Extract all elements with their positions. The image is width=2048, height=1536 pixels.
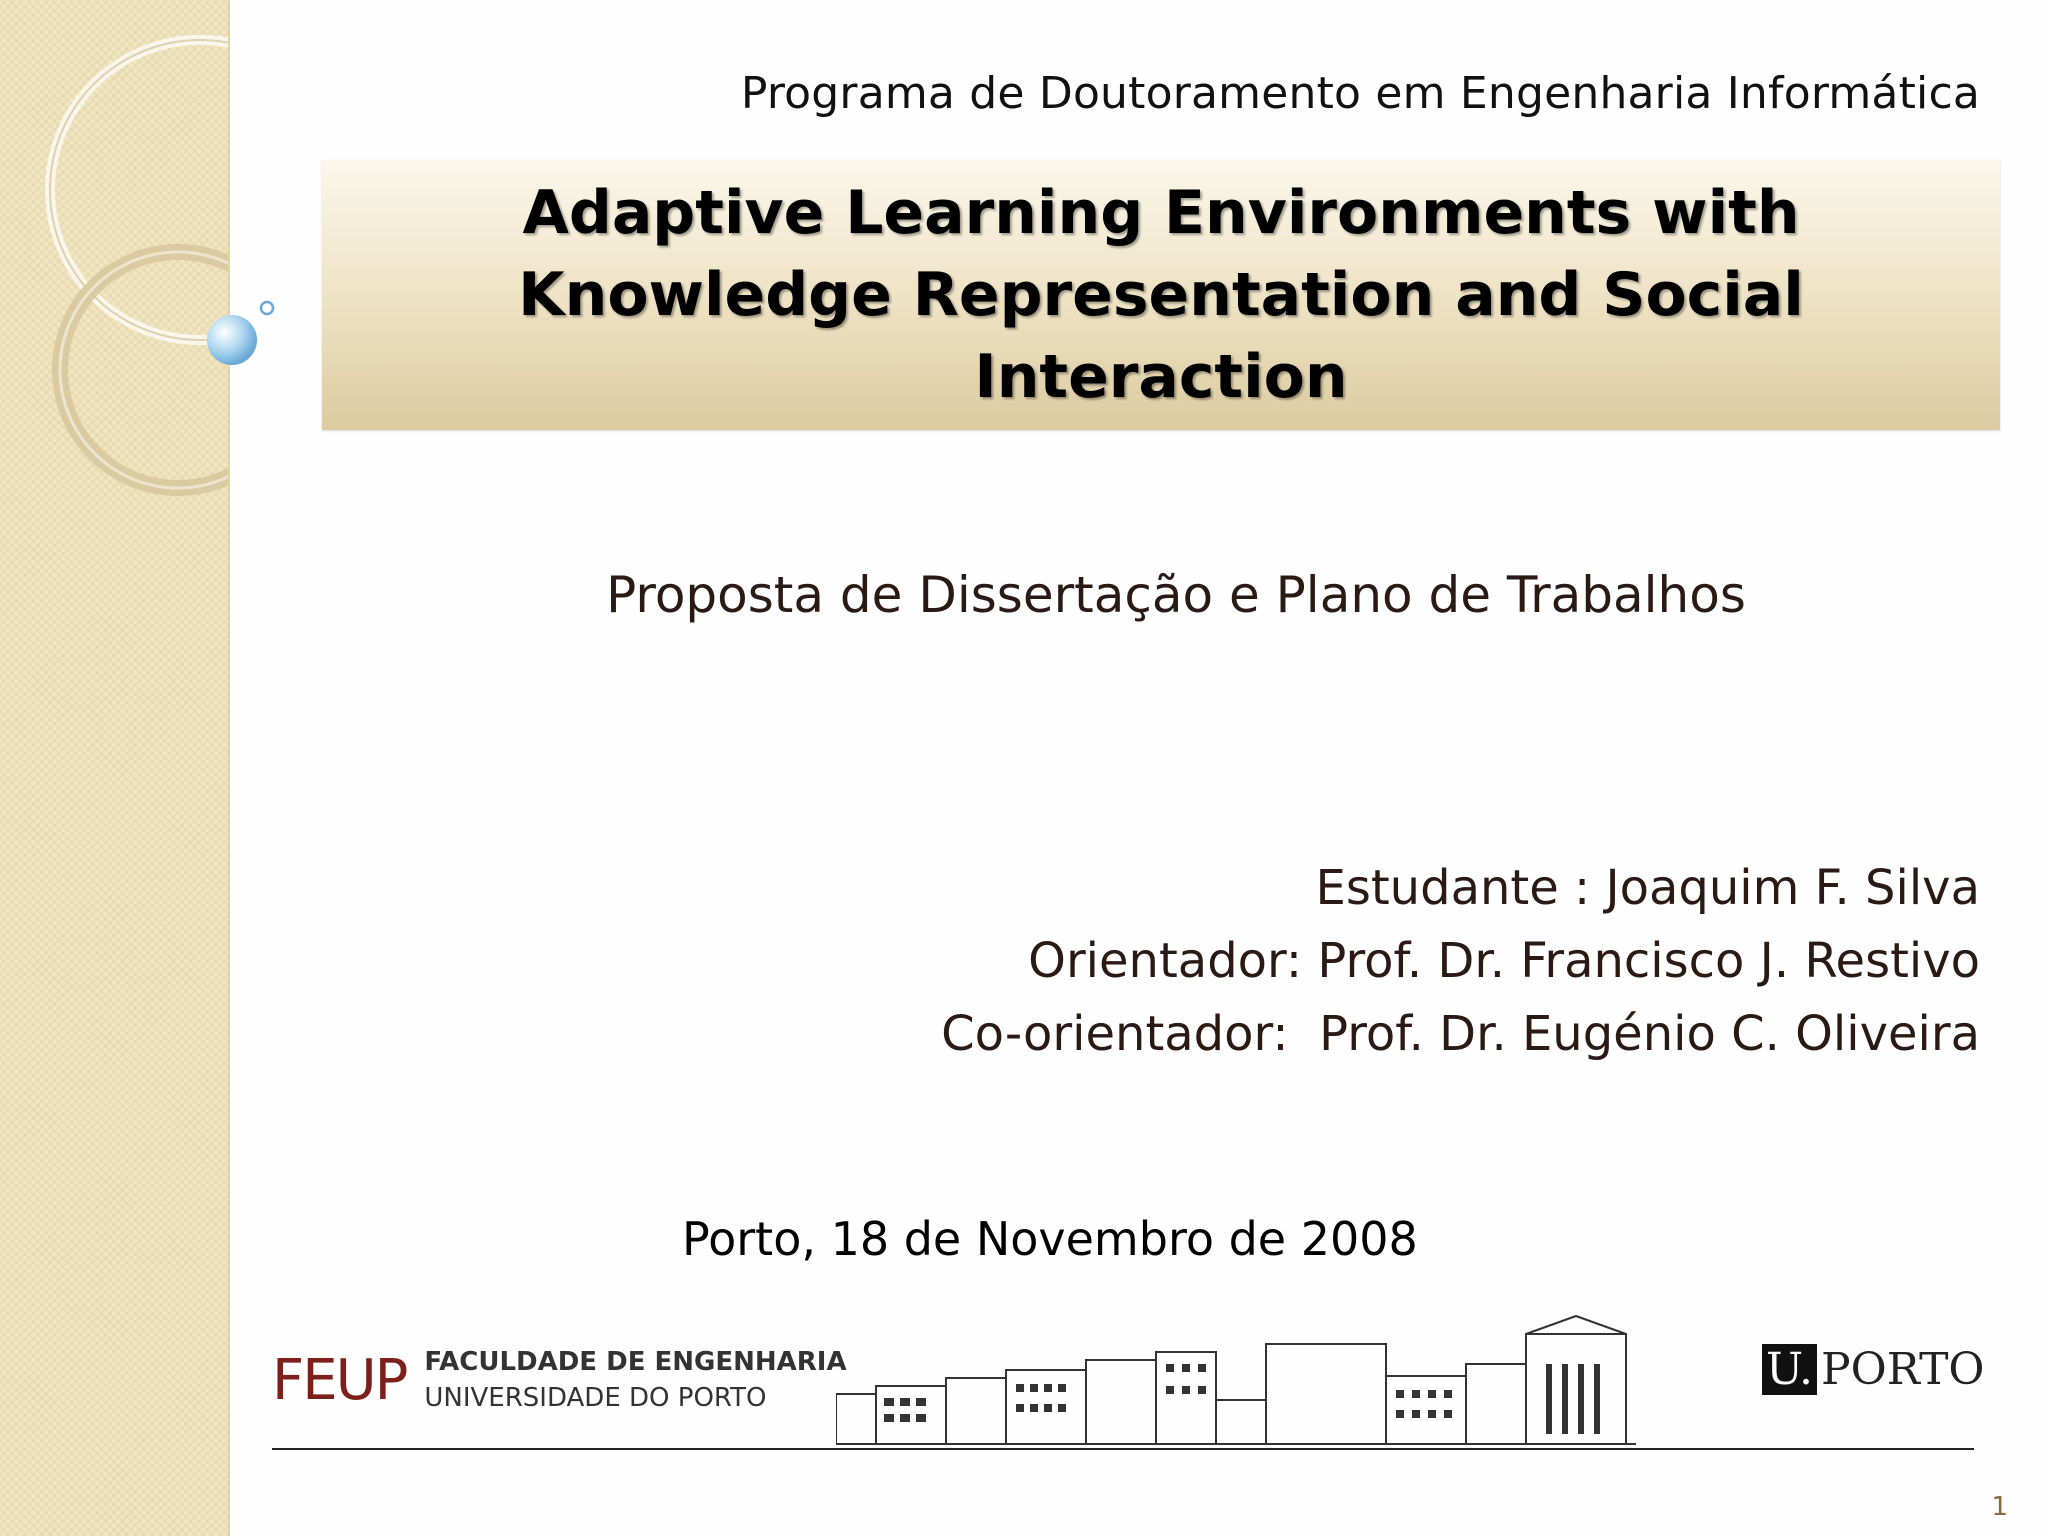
campus-buildings-icon	[836, 1314, 1636, 1446]
title-banner	[322, 160, 2000, 430]
feup-line-2: UNIVERSIDADE DO PORTO	[424, 1383, 767, 1413]
slide-subtitle: Proposta de Dissertação e Plano de Trabalhos	[606, 566, 1746, 624]
uporto-u-mark: U.	[1762, 1344, 1817, 1395]
decorative-rings-icon	[0, 0, 230, 520]
feup-logo	[272, 1344, 847, 1416]
date-line: Porto, 18 de Novembro de 2008	[682, 1212, 1418, 1266]
advisor-line: Orientador: Prof. Dr. Francisco J. Restivo	[1028, 933, 1980, 989]
decorative-side-band	[0, 0, 230, 1536]
coadvisor-line: Co-orientador: Prof. Dr. Eugénio C. Oliveira	[941, 1006, 1980, 1062]
people-block	[941, 852, 1980, 1071]
title-line-2: Knowledge Representation and Social	[518, 260, 1804, 330]
feup-line-1: FACULDADE DE ENGENHARIA	[424, 1347, 847, 1377]
feup-mark: FEUP	[272, 1347, 407, 1413]
uporto-logo	[1762, 1344, 1984, 1395]
student-line: Estudante : Joaquim F. Silva	[1315, 860, 1980, 916]
bubble-icon	[200, 290, 290, 380]
title-line-3: Interaction	[974, 342, 1348, 412]
program-heading: Programa de Doutoramento em Engenharia Informática	[740, 68, 1980, 119]
footer-divider	[272, 1448, 1974, 1450]
slide-title	[411, 172, 1911, 418]
uporto-text: PORTO	[1821, 1344, 1985, 1395]
feup-text	[424, 1344, 846, 1416]
title-line-1: Adaptive Learning Environments with	[522, 178, 1800, 248]
page-number: 1	[1991, 1492, 2008, 1522]
